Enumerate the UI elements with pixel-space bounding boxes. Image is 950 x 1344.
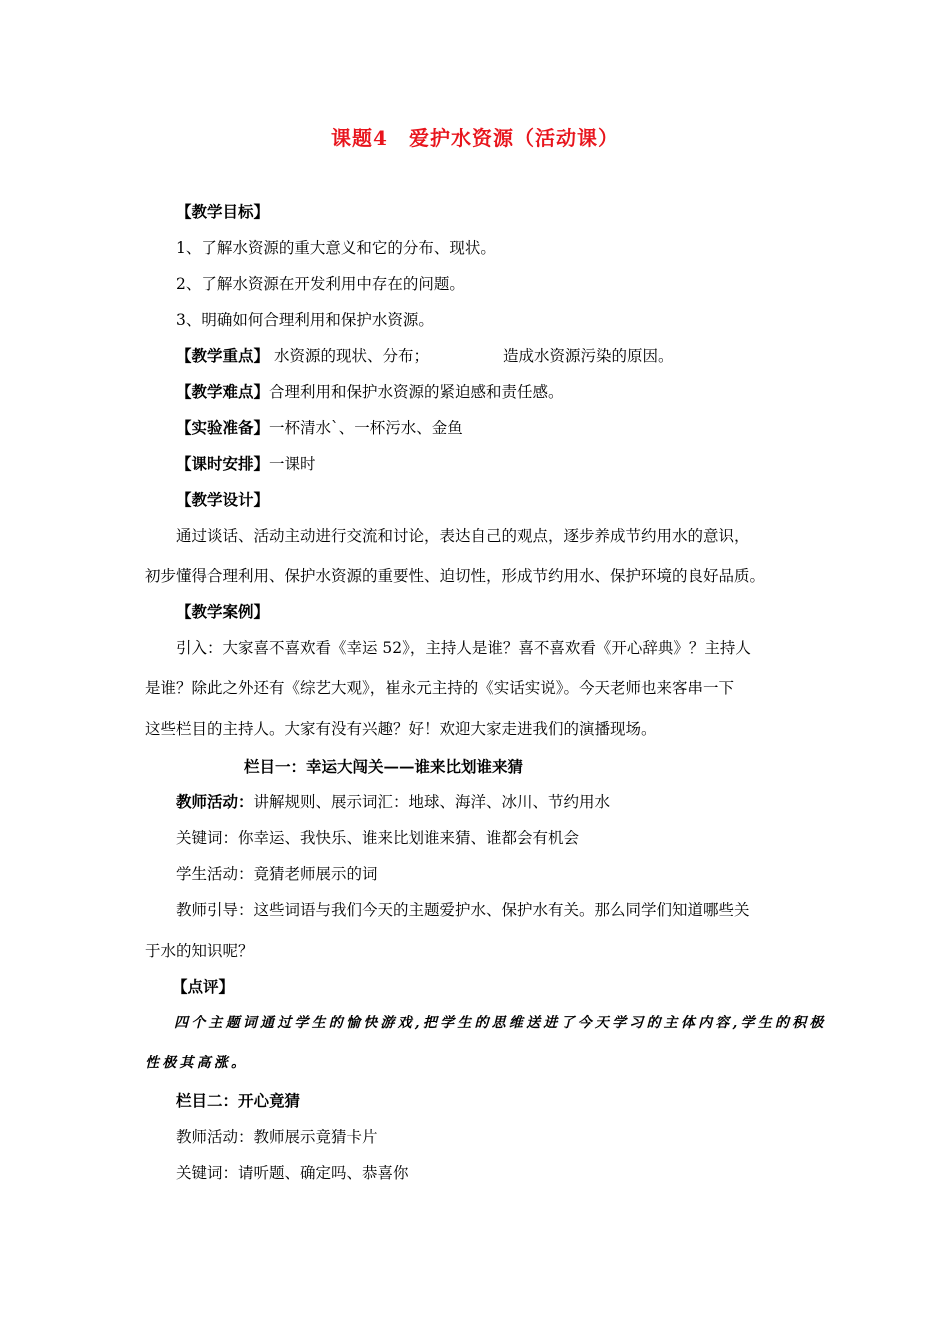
segment1-guide-line: 教师引导：这些词语与我们今天的主题爱护水、保护水有关。那么同学们知道哪些关 [176, 901, 750, 919]
key-points-label: 【教学重点】 [176, 346, 270, 365]
case-paragraph-line: 这些栏目的主持人。大家有没有兴趣？好！欢迎大家走进我们的演播现场。 [145, 720, 657, 738]
case-paragraph-line: 引入：大家喜不喜欢看《幸运 52》，主持人是谁？喜不喜欢看《开心辞典》？主持人 [176, 639, 751, 657]
segment2-keywords: 关键词：请听题、确定吗、恭喜你 [176, 1164, 409, 1182]
difficulties-text: 合理利用和保护水资源的紧迫感和责任感。 [269, 383, 564, 401]
segment1-guide-line: 于水的知识呢？ [145, 942, 254, 960]
schedule [176, 453, 316, 475]
design-heading: 【教学设计】 [176, 490, 270, 509]
segment1-teacher [176, 791, 610, 813]
schedule-label: 【课时安排】 [176, 454, 270, 473]
design-paragraph-line: 通过谈话、活动主动进行交流和讨论，表达自己的观点，逐步养成节约用水的意识， [176, 527, 750, 545]
segment2-heading: 栏目二：开心竟猜 [176, 1091, 301, 1110]
segment1-keywords: 关键词：你幸运、我快乐、谁来比划谁来猜、谁都会有机会 [176, 829, 580, 847]
key-points-text-b: 造成水资源污染的原因。 [502, 347, 674, 365]
page-title: 课题4 爱护水资源（活动课） [331, 126, 619, 150]
schedule-text: 一课时 [269, 455, 316, 473]
difficulties [176, 381, 564, 403]
preparation-text: 一杯清水`、一杯污水、金鱼 [269, 419, 463, 437]
segment1-teacher-text: 讲解规则、展示词汇：地球、海洋、冰川、节约用水 [253, 793, 611, 811]
objectives-heading: 【教学目标】 [176, 202, 270, 221]
preparation [176, 417, 463, 439]
key-points [176, 345, 673, 367]
design-paragraph-line: 初步懂得合理利用、保护水资源的重要性、迫切性，形成节约用水、保护环境的良好品质。 [145, 567, 766, 585]
review-line: 性极其高涨。 [145, 1055, 249, 1071]
segment2-teacher: 教师活动：教师展示竟猜卡片 [176, 1128, 378, 1146]
segment1-teacher-label: 教师活动： [176, 792, 254, 811]
segment1-student: 学生活动：竟猜老师展示的词 [176, 865, 378, 883]
difficulties-label: 【教学难点】 [176, 382, 270, 401]
segment1-heading: 栏目一：幸运大闯关——谁来比划谁来猜 [244, 757, 524, 776]
objective-item: 3、明确如何合理利用和保护水资源。 [176, 311, 434, 329]
case-heading: 【教学案例】 [176, 602, 270, 621]
case-paragraph-line: 是谁？除此之外还有《综艺大观》，崔永元主持的《实话实说》。今天老师也来客串一下 [145, 679, 735, 697]
objective-item: 1、了解水资源的重大意义和它的分布、现状。 [176, 239, 496, 257]
objective-item: 2、了解水资源在开发利用中存在的问题。 [176, 275, 465, 293]
preparation-label: 【实验准备】 [176, 418, 270, 437]
review-line: 四个主题词通过学生的愉快游戏,把学生的思维送进了今天学习的主体内容,学生的积极 [174, 1015, 827, 1031]
key-points-text-a: 水资源的现状、分布； [273, 347, 429, 365]
review-heading: 【点评】 [172, 977, 235, 996]
